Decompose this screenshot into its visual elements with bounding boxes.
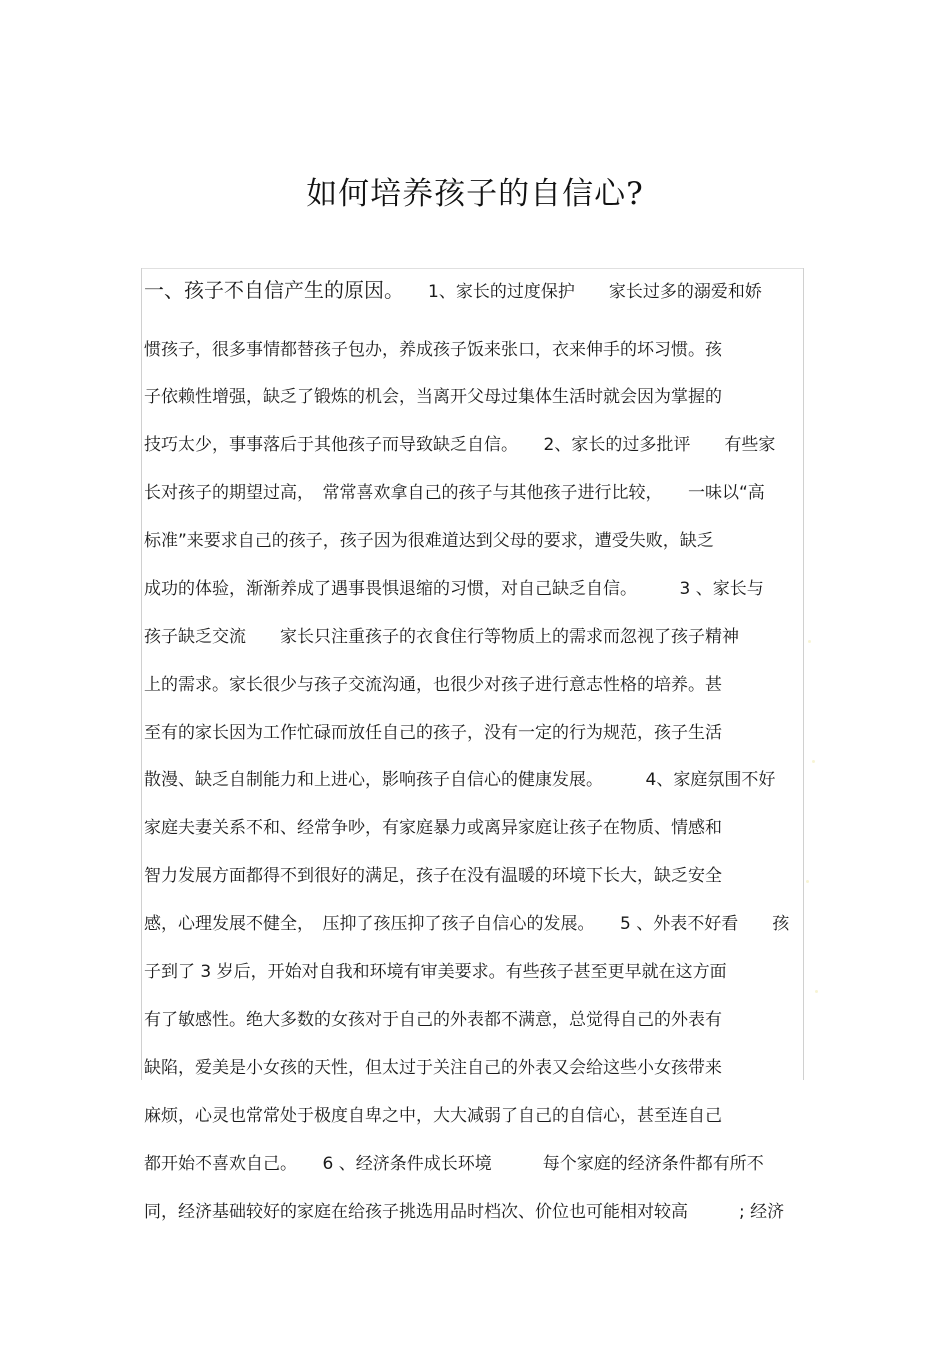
scan-speck <box>808 640 811 643</box>
paragraph-line: 技巧太少，事事落后于其他孩子而导致缺乏自信。 2、家长的过多批评 有些家 <box>144 435 776 455</box>
paragraph-line: 标准”来要求自己的孩子，孩子因为很难道达到父母的要求，遭受失败，缺乏 <box>144 531 714 551</box>
paragraph-line-tail: 1、家长的过度保护 家长过多的溺爱和娇 <box>394 282 762 302</box>
scan-speck <box>806 880 809 883</box>
scan-speck <box>815 990 818 993</box>
paragraph-line: 长对孩子的期望过高， 常常喜欢拿自己的孩子与其他孩子进行比较， 一味以“高 <box>144 483 765 503</box>
paragraph-line: 子到了 3 岁后，开始对自我和环境有审美要求。有些孩子甚至更早就在这方面 <box>144 962 727 982</box>
frame-left-border <box>141 268 142 1080</box>
paragraph-line: 有了敏感性。绝大多数的女孩对于自己的外表都不满意，总觉得自己的外表有 <box>144 1010 722 1030</box>
paragraph-line: 智力发展方面都得不到很好的满足，孩子在没有温暖的环境下长大，缺乏安全 <box>144 866 722 886</box>
paragraph-line <box>144 278 762 304</box>
paragraph-line: 成功的体验，渐渐养成了遇事畏惧退缩的习惯，对自己缺乏自信。 3 、家长与 <box>144 579 764 599</box>
paragraph-line: 上的需求。家长很少与孩子交流沟通，也很少对孩子进行意志性格的培养。甚 <box>144 675 722 695</box>
paragraph-line: 都开始不喜欢自己。 6 、经济条件成长环境 每个家庭的经济条件都有所不 <box>144 1154 764 1174</box>
paragraph-line: 家庭夫妻关系不和、经常争吵，有家庭暴力或离异家庭让孩子在物质、情感和 <box>144 818 722 838</box>
page-title: 如何培养孩子的自信心? <box>306 176 644 212</box>
paragraph-line: 惯孩子，很多事情都替孩子包办，养成孩子饭来张口，衣来伸手的坏习惯。孩 <box>144 340 722 360</box>
paragraph-line: 同，经济基础较好的家庭在给孩子挑选用品时档次、价位也可能相对较高 ; 经济 <box>144 1202 785 1222</box>
paragraph-line: 子依赖性增强，缺乏了锻炼的机会，当离开父母过集体生活时就会因为掌握的 <box>144 387 722 407</box>
paragraph-line: 麻烦，心灵也常常处于极度自卑之中，大大减弱了自己的自信心，甚至连自己 <box>144 1106 722 1126</box>
paragraph-line: 感，心理发展不健全， 压抑了孩压抑了孩子自信心的发展。 5 、外表不好看 孩 <box>144 914 790 934</box>
paragraph-line: 散漫、缺乏自制能力和上进心，影响孩子自信心的健康发展。 4、家庭氛围不好 <box>144 770 776 790</box>
frame-right-border <box>803 268 804 1080</box>
paragraph-line: 孩子缺乏交流 家长只注重孩子的衣食住行等物质上的需求而忽视了孩子精神 <box>144 627 739 647</box>
scan-speck <box>812 760 815 763</box>
paragraph-line: 缺陷，爱美是小女孩的天性，但太过于关注自己的外表又会给这些小女孩带来 <box>144 1058 722 1078</box>
paragraph-line: 至有的家长因为工作忙碌而放任自己的孩子，没有一定的行为规范，孩子生活 <box>144 723 722 743</box>
frame-top-border <box>141 268 804 269</box>
section-heading: 一、孩子不自信产生的原因。 <box>144 278 394 302</box>
